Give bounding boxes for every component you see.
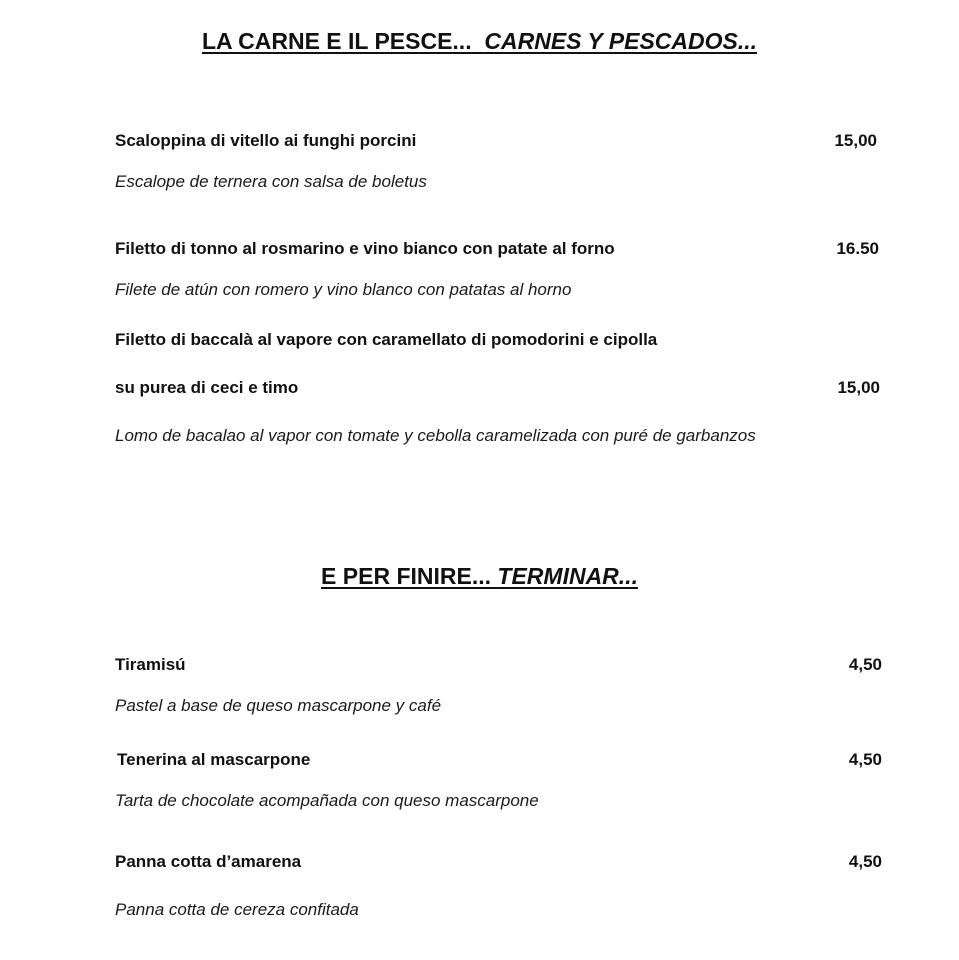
menu-item-price: 15,00 <box>837 378 880 397</box>
heading-spanish: TERMINAR... <box>497 563 638 589</box>
menu-item-name-continued: su purea di ceci e timo <box>115 378 299 397</box>
section-heading-desserts <box>0 563 959 590</box>
menu-item-description: Filete de atún con romero y vino blanco con patatas al horno <box>115 280 572 299</box>
menu-item-name: Tiramisú <box>115 655 186 674</box>
menu-item-price: 15,00 <box>834 131 877 150</box>
menu-item-name: Tenerina al mascarpone <box>117 750 311 769</box>
menu-item-description: Tarta de chocolate acompañada con queso mascarpone <box>115 791 539 810</box>
menu-item-description: Pastel a base de queso mascarpone y café <box>115 696 442 715</box>
menu-item-description: Panna cotta de cereza confitada <box>115 900 359 919</box>
section-heading-mains <box>0 28 959 55</box>
heading-italian: LA CARNE E IL PESCE... <box>201 28 472 54</box>
menu-item-price: 4,50 <box>848 655 882 674</box>
menu-item-description: Escalope de ternera con salsa de boletus <box>115 172 427 191</box>
menu-item-name: Filetto di baccalà al vapore con caramellato di pomodorini e cipolla <box>115 330 658 349</box>
heading-spanish: CARNES Y PESCADOS... <box>484 28 758 54</box>
menu-item-price: 4,50 <box>848 852 882 871</box>
menu-item-price: 4,50 <box>848 750 882 769</box>
heading-italian: E PER FINIRE... <box>321 563 492 589</box>
menu-item-description: Lomo de bacalao al vapor con tomate y cebolla caramelizada con puré de garbanzos <box>115 426 756 445</box>
menu-item-name: Scaloppina di vitello ai funghi porcini <box>115 131 417 150</box>
menu-item-price: 16.50 <box>836 239 879 258</box>
menu-item-name: Filetto di tonno al rosmarino e vino bianco con patate al forno <box>115 239 615 258</box>
menu-item-name: Panna cotta d’amarena <box>115 852 302 871</box>
